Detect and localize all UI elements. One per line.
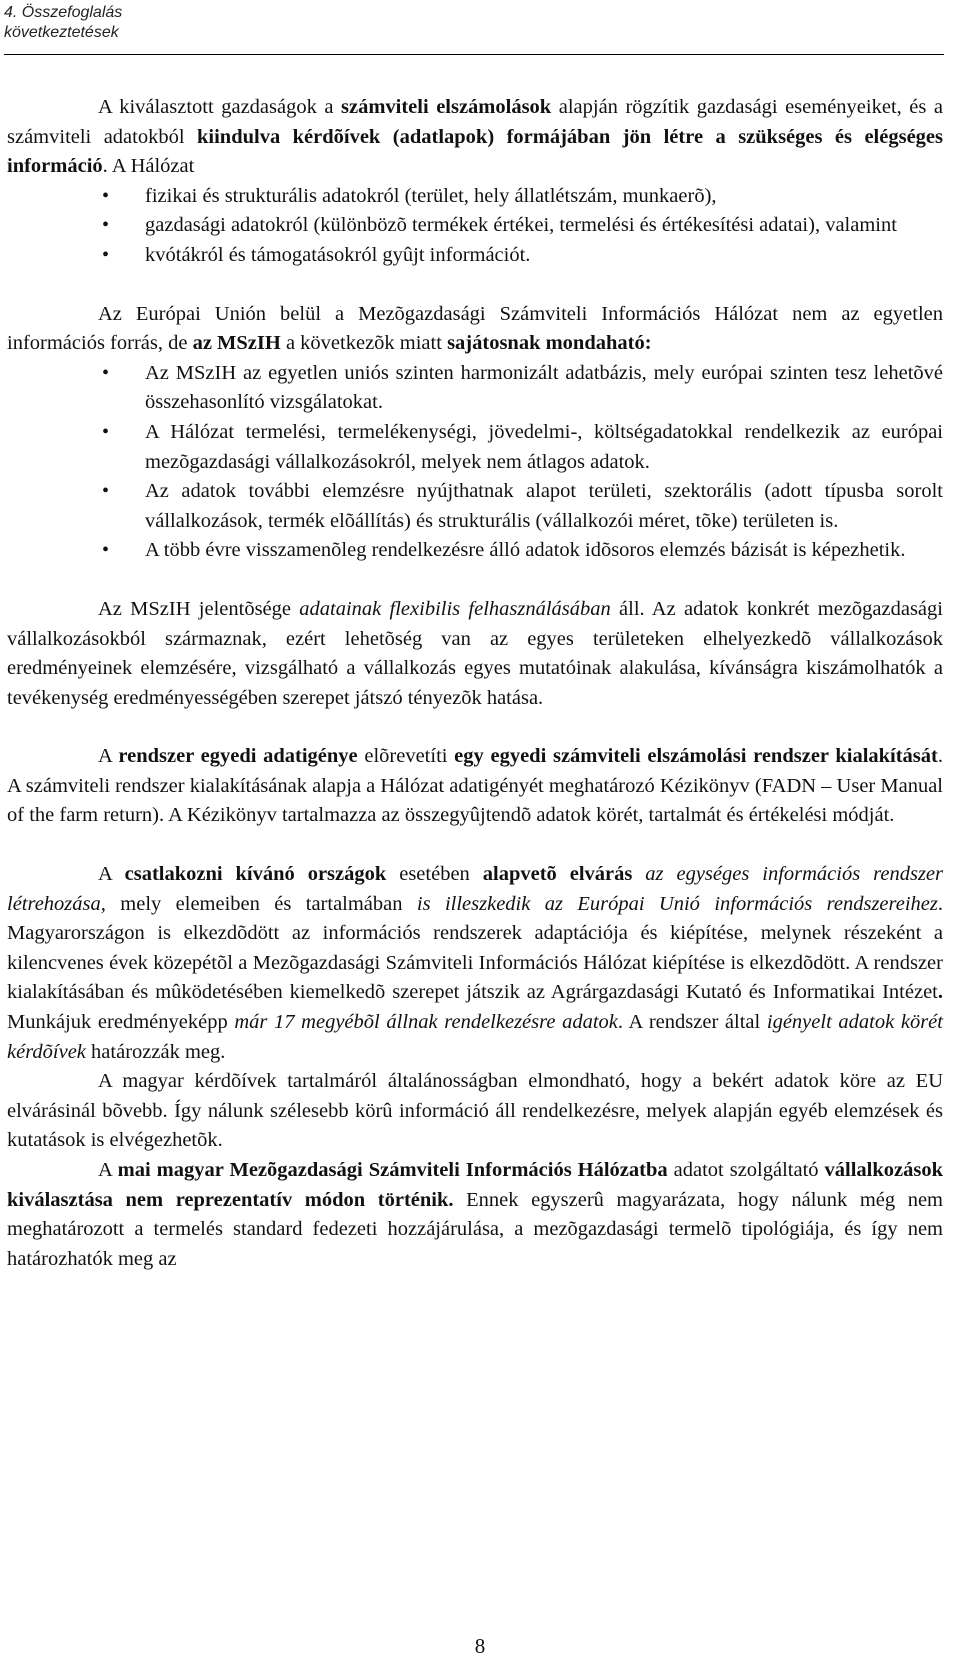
p5-bold-3: . — [937, 981, 943, 1004]
p4-text-3: . A számviteli rendszer kialakításának alapja a Hálózat adatigényét meghatározó Kézikönyv (FADN – User Manual of the farm return). A Kézikönyv tartalmazza az összegyûjtendõ adatok körét, tartalmát és értékelési módját. — [7, 745, 944, 827]
p2-bold-1: az MSzIH — [192, 332, 281, 355]
header-rule — [4, 54, 944, 55]
p1-text-3: . A Hálózat — [102, 155, 195, 178]
list-item: • Az MSzIH az egyetlen uniós szinten harmonizált adatbázis, mely európai szinten tesz lehetõvé összehasonlító vizsgálatokat. — [7, 359, 943, 418]
p6-text-1: A magyar kérdõívek tartalmáról általánosságban elmondható, hogy a bekért adatok köre az EU elvárásinál bõvebb. Így nálunk szélesebb körû információ áll rendelkezésre, melyek alapján egyéb elemzések és kutatások is elvégezhetõk. — [7, 1070, 943, 1152]
p5-text-3 — [632, 863, 645, 885]
page-number: 8 — [474, 1634, 486, 1658]
bullet-list-2 — [7, 359, 943, 566]
p5-text-7: . A rendszer által — [617, 1011, 767, 1034]
bullet-list-1 — [7, 182, 943, 271]
paragraph-3 — [7, 595, 943, 713]
p1-text-1: A kiválasztott gazdaságok a — [98, 96, 341, 118]
header-subtitle: következtetések — [4, 24, 119, 41]
p5-text-4: mely elemeiben és tartalmában — [105, 892, 417, 915]
p1-text-2: alapján rögzítik gazdasági eseményeiket, és a számviteli adatokból — [7, 96, 943, 148]
paragraph-1 — [7, 93, 943, 182]
p7-bold-1: mai magyar Mezõgazdasági Számviteli Információs Hálózatba — [117, 1159, 668, 1181]
header-chapter: 4. Összefoglalás — [4, 4, 123, 21]
p3-text-2: áll. Az adatok konkrét mezõgazdasági vállalkozásokból származnak, ezért lehetõség van az egyes területeken elhelyezkedõ vállalkozások eredményeinek elemzésére, vizsgálható a vállalkozás egyes mutatóinak alakulása, kívánságra kiszámolhatók a tevékenység eredményességében szerepet játszó tényezõk hatása. — [7, 597, 943, 709]
list-item: • kvótákról és támogatásokról gyûjt információt. — [7, 241, 943, 271]
p5-bold-2: alapvetõ elvárás — [482, 863, 633, 886]
p5-italic-1: az egységes információs rendszer létrehozása, — [7, 863, 943, 915]
list-item: • fizikai és strukturális adatokról (terület, hely állatlétszám, munkaerõ), — [7, 182, 943, 212]
p4-text-2: elõrevetíti — [357, 745, 455, 768]
list-item: • A Hálózat termelési, termelékenységi, jövedelmi-, költségadatokkal rendelkezik az európai mezõgazdasági vállalkozásokról, melyek nem átlagos adatok. — [7, 418, 943, 477]
paragraph-5 — [7, 860, 943, 1067]
p7-text-3: Ennek egyszerû magyarázata, hogy nálunk még nem meghatározott a termelés standard fedezeti hozzájárulása, a mezõgazdasági termelõ tipológiája, és így nem határozhatók meg az — [7, 1188, 944, 1270]
p2-text-2: a következõk miatt — [280, 332, 448, 355]
p1-bold-2: kiindulva kérdõívek (adatlapok) formájában jön létre a szükséges és elégséges információ — [7, 125, 944, 178]
p2-text-1: Az Európai Unión belül a Mezõgazdasági Számviteli Információs Hálózat nem az egyetlen információs forrás, de — [7, 302, 943, 355]
paragraph-6 — [7, 1067, 943, 1156]
running-header — [4, 3, 940, 43]
p4-bold-1: rendszer egyedi adatigénye — [118, 745, 358, 768]
paragraph-7 — [7, 1156, 943, 1274]
p5-text-2: esetében — [386, 863, 483, 886]
p5-italic-3: már 17 megyébõl állnak rendelkezésre adatok — [234, 1011, 618, 1034]
paragraph-4 — [7, 742, 943, 831]
list-item: • gazdasági adatokról (különbözõ termékek értékei, termelési és értékesítési adatai), valamint — [7, 211, 943, 241]
p5-text-8: határozzák meg. — [85, 1040, 226, 1063]
p4-text-1: A — [98, 745, 119, 768]
p5-text-5: . Magyarországon is elkezdõdött az információs rendszerek adaptációja és kiépítése, melynek részeként a kilencvenes évek közepétõl a Mezõgazdasági Számviteli Információs Hálózat kiépítése is elkezdõdött. A rendszer kialakításában és mûködetésében kiemelkedõ szerepet játszik az Agrárgazdasági Kutató és Informatikai Intézet — [7, 892, 943, 1004]
list-item: • Az adatok további elemzésre nyújthatnak alapot területi, szektorális (adott típusba sorolt vállalkozások, termék elõállítás) és strukturális (vállalkozói méret, tõke) területen is. — [7, 477, 943, 536]
p5-text-6: Munkájuk eredményeképp — [7, 1011, 235, 1034]
p7-bold-2: vállalkozások kiválasztása nem reprezentatív módon történik. — [7, 1159, 943, 1211]
paragraph-2 — [7, 300, 943, 359]
list-item: • A több évre visszamenõleg rendelkezésre álló adatok idõsoros elemzés bázisát is képezhetik. — [7, 536, 943, 566]
p7-text-2: adatot szolgáltató — [667, 1159, 825, 1181]
p5-bold-1: csatlakozni kívánó országok — [124, 863, 387, 886]
p4-bold-2: egy egyedi számviteli elszámolási rendszer kialakítását — [454, 745, 938, 768]
p3-text-1: Az MSzIH jelentõsége — [98, 597, 300, 620]
p1-bold-1: számviteli elszámolások — [341, 96, 552, 118]
p5-italic-2: is illeszkedik az Európai Unió információs rendszereihez — [416, 892, 938, 915]
document-body — [7, 93, 943, 1274]
p2-bold-2: sajátosnak mondaható: — [447, 332, 652, 355]
p7-text-1: A — [98, 1159, 118, 1181]
p5-text-1: A — [98, 863, 125, 886]
p5-italic-4: igényelt adatok körét kérdõívek — [7, 1011, 943, 1063]
p3-italic-1: adatainak flexibilis felhasználásában — [299, 597, 611, 620]
